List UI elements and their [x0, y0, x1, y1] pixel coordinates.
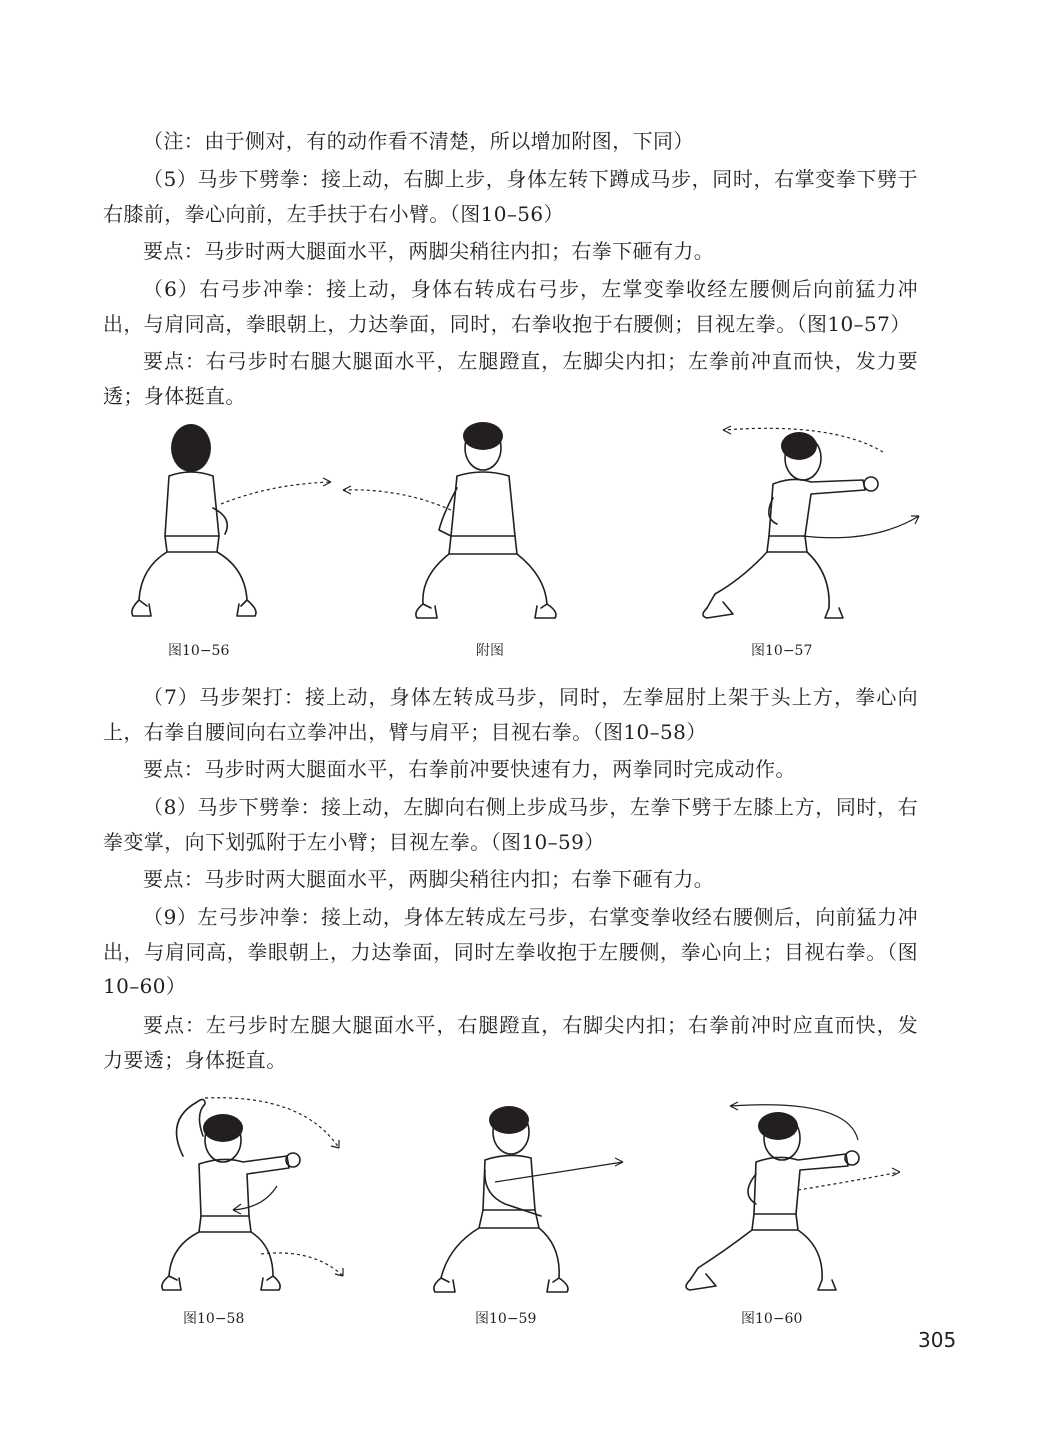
figure-10-58-drawing [143, 1090, 363, 1300]
caption-10-60: 图10−60 [741, 1311, 803, 1327]
figure-row-1 [103, 418, 933, 663]
caption-supplement: 附图 [476, 643, 504, 659]
caption-10-57: 图10−57 [751, 643, 813, 659]
step-5-paragraph: （5）马步下劈拳：接上动，右脚上步，身体左转下蹲成马步，同时，右掌变拳下劈于右膝前，拳心向前，左手扶于右小臂。（图10–56） [103, 167, 918, 226]
caption-10-59: 图10−59 [475, 1311, 537, 1327]
step-6-paragraph: （6）右弓步冲拳：接上动，身体右转成右弓步，左掌变拳收经左腰侧后向前猛力冲出，与肩同高，拳眼朝上，力达拳面，同时，右拳收抱于右腰侧；目视左拳。（图10–57） [103, 277, 918, 336]
figure-10-59 [413, 1090, 633, 1327]
step-7-keypoint: 要点：马步时两大腿面水平，右拳前冲要快速有力，两拳同时完成动作。 [143, 757, 796, 781]
step-7-paragraph: （7）马步架打：接上动，身体左转成马步，同时，左拳屈肘上架于头上方，拳心向上，右拳自腰间向右立拳冲出，臂与肩平；目视右拳。（图10–58） [103, 685, 918, 744]
note-paragraph: （注：由于侧对，有的动作看不清楚，所以增加附图，下同） [143, 129, 694, 153]
figure-10-57 [693, 418, 933, 659]
page-number: 305 [918, 1328, 957, 1352]
step-9-paragraph: （9）左弓步冲拳：接上动，身体左转成左弓步，右掌变拳收经右腰侧后，向前猛力冲出，与肩同高，拳眼朝上，力达拳面，同时左拳收抱于左腰侧，拳心向上；目视右拳。（图10–60） [103, 905, 918, 998]
figure-10-58 [143, 1090, 363, 1327]
figure-supplement [331, 418, 591, 659]
step-9-keypoint: 要点：左弓步时左腿大腿面水平，右腿蹬直，右脚尖内扣；右拳前冲时应直而快，发力要透；身体挺直。 [103, 1013, 918, 1072]
step-5-keypoint: 要点：马步时两大腿面水平，两脚尖稍往内扣；右拳下砸有力。 [143, 239, 715, 263]
figure-10-57-drawing [693, 418, 933, 628]
figure-10-60-drawing [678, 1090, 918, 1300]
figure-10-56-drawing [121, 418, 351, 628]
caption-10-56: 图10−56 [168, 643, 230, 659]
figure-row-2 [103, 1090, 933, 1335]
figure-10-59-drawing [413, 1090, 633, 1300]
figure-supplement-drawing [331, 418, 591, 628]
step-8-keypoint: 要点：马步时两大腿面水平，两脚尖稍往内扣；右拳下砸有力。 [143, 867, 715, 891]
figure-10-56 [121, 418, 351, 659]
step-8-paragraph: （8）马步下劈拳：接上动，左脚向右侧上步成马步，左拳下劈于左膝上方，同时，右拳变掌，向下划弧附于左小臂；目视左拳。（图10–59） [103, 795, 918, 854]
caption-10-58: 图10−58 [183, 1311, 245, 1327]
step-6-keypoint: 要点：右弓步时右腿大腿面水平，左腿蹬直，左脚尖内扣；左拳前冲直而快，发力要透；身体挺直。 [103, 349, 918, 408]
figure-10-60 [678, 1090, 918, 1327]
